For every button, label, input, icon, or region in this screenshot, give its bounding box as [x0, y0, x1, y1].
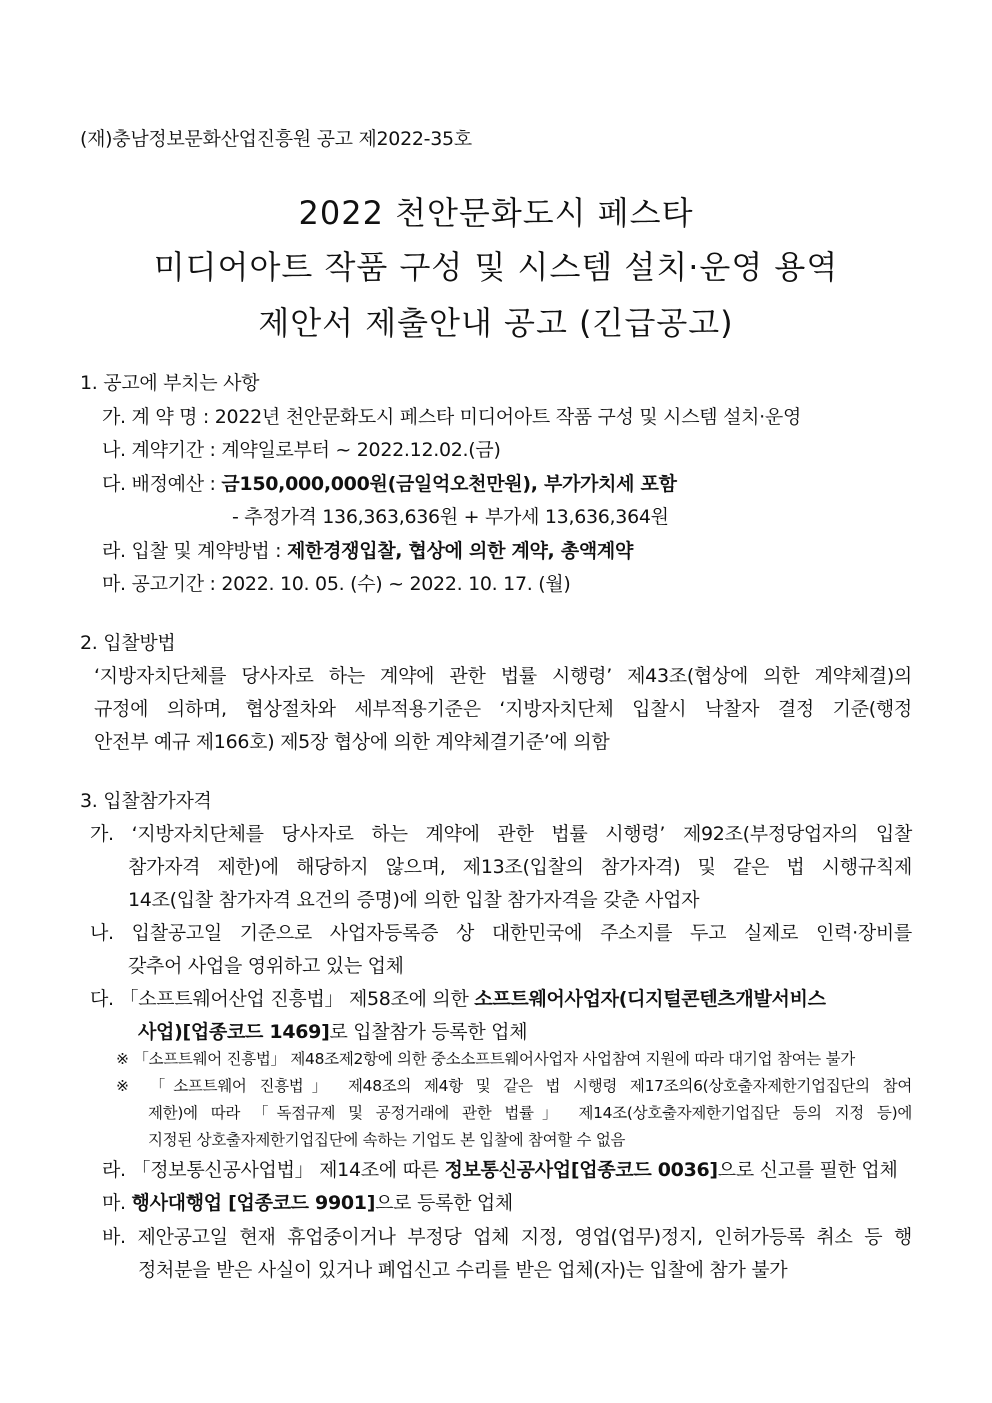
title-line-1: 2022 천안문화도시 페스타	[298, 194, 694, 232]
qualification-c-line-1	[90, 984, 826, 1011]
qualification-a-line-1: 가. ‘지방자치단체를 당사자로 하는 계약에 관한 법률 시행령’ 제92조(부정당업자의 입찰	[90, 823, 912, 845]
qualification-a-line-3: 14조(입찰 참가자격 요건의 증명)에 의한 입찰 참가자격을 갖춘 사업자	[128, 889, 700, 911]
qualification-c-suffix: 로 입찰참가 등록한 업체	[329, 1021, 528, 1043]
qualification-d-suffix: 으로 신고를 필한 업체	[717, 1159, 898, 1181]
qualification-f-line-2: 정처분을 받은 사실이 있거나 폐업신고 수리를 받은 업체(자)는 입찰에 참가 불가	[138, 1259, 788, 1281]
qualification-c-text: 다. 「소프트웨어산업 진흥법」 제58조에 의한	[90, 988, 475, 1010]
note-1: ※ 「소프트웨어 진흥법」 제48조제2항에 의한 중소소프트웨어사업자 사업참여 지원에 따라 대기업 참여는 불가	[116, 1050, 855, 1068]
contract-period-label: 나. 계약기간 :	[102, 439, 222, 461]
contract-name-row	[102, 402, 801, 429]
qualification-d	[102, 1155, 898, 1182]
section-2-heading: 2. 입찰방법	[80, 632, 176, 654]
section-2-text-line-2: 규정에 의하며, 협상절차와 세부적용기준은 ‘지방자치단체 입찰시 낙찰자 결정 기준(행정	[94, 698, 912, 720]
notice-period-label: 마. 공고기간 :	[102, 573, 222, 595]
notice-period-value: 2022. 10. 05. (수) ~ 2022. 10. 17. (월)	[221, 573, 571, 595]
bid-method-row	[102, 536, 633, 563]
bid-method-label: 라. 입찰 및 계약방법 :	[102, 540, 287, 562]
budget-label: 다. 배정예산 :	[102, 473, 222, 495]
contract-period-value: 계약일로부터 ~ 2022.12.02.(금)	[221, 439, 501, 461]
note-2-line-1: ※ 「소프트웨어 진흥법」 제48조의 제4항 및 같은 법 시행령 제17조의6(상호출자제한기업집단의 참여	[116, 1077, 912, 1095]
budget-row	[102, 469, 677, 496]
qualification-c-industry-code: 사업)[업종코드 1469]	[138, 1021, 330, 1043]
qualification-e-suffix: 으로 등록한 업체	[375, 1192, 513, 1214]
contract-name-value: 2022년 천안문화도시 페스타 미디어아트 작품 구성 및 시스템 설치·운영	[214, 406, 802, 428]
budget-value: 금150,000,000원(금일억오천만원), 부가가치세 포함	[221, 473, 677, 495]
title-line-2: 미디어아트 작품 구성 및 시스템 설치·운영 용역	[153, 248, 839, 286]
section-1-heading: 1. 공고에 부치는 사항	[80, 372, 260, 394]
notice-period-row	[102, 569, 571, 596]
section-3-heading: 3. 입찰참가자격	[80, 790, 212, 812]
bid-method-value: 제한경쟁입찰, 협상에 의한 계약, 총액계약	[286, 540, 633, 562]
contract-name-label: 가. 계 약 명 :	[102, 406, 215, 428]
section-2-text-line-3: 안전부 예규 제166호) 제5장 협상에 의한 계약체결기준’에 의함	[94, 731, 610, 753]
qualification-f-line-1: 바. 제안공고일 현재 휴업중이거나 부정당 업체 지정, 영업(업무)정지, 인허가등록 취소 등 행	[102, 1226, 912, 1248]
notice-number: (재)충남정보문화산업진흥원 공고 제2022-35호	[80, 128, 472, 150]
qualification-b-line-2: 갖추어 사업을 영위하고 있는 업체	[128, 955, 404, 977]
section-2-text-line-1: ‘지방자치단체를 당사자로 하는 계약에 관한 법률 시행령’ 제43조(협상에 의한 계약체결)의	[94, 665, 912, 687]
qualification-e-industry-code: 행사대행업 [업종코드 9901]	[131, 1192, 376, 1214]
qualification-e-prefix: 마.	[102, 1192, 132, 1214]
note-2-line-3: 지정된 상호출자제한기업집단에 속하는 기업도 본 입찰에 참여할 수 없음	[148, 1131, 626, 1149]
qualification-e	[102, 1188, 513, 1215]
qualification-d-industry-code: 정보통신공사업[업종코드 0036]	[444, 1159, 718, 1181]
contract-period-row	[102, 435, 501, 462]
budget-detail: - 추정가격 136,363,636원 + 부가세 13,636,364원	[232, 506, 669, 528]
qualification-b-line-1: 나. 입찰공고일 기준으로 사업자등록증 상 대한민국에 주소지를 두고 실제로 인력·장비를	[90, 922, 912, 944]
note-2-line-2: 제한)에 따라 「독점규제 및 공정거래에 관한 법률」 제14조(상호출자제한기업집단 등의 지정 등)에	[148, 1104, 912, 1122]
qualification-c-software-business: 소프트웨어사업자(디지털콘텐츠개발서비스	[474, 988, 826, 1010]
title-line-3: 제안서 제출안내 공고 (긴급공고)	[258, 304, 734, 342]
qualification-d-text: 라. 「정보통신공사업법」 제14조에 따른	[102, 1159, 445, 1181]
qualification-a-line-2: 참가자격 제한)에 해당하지 않으며, 제13조(입찰의 참가자격) 및 같은 법 시행규칙제	[128, 856, 912, 878]
qualification-c-line-2	[138, 1017, 527, 1044]
